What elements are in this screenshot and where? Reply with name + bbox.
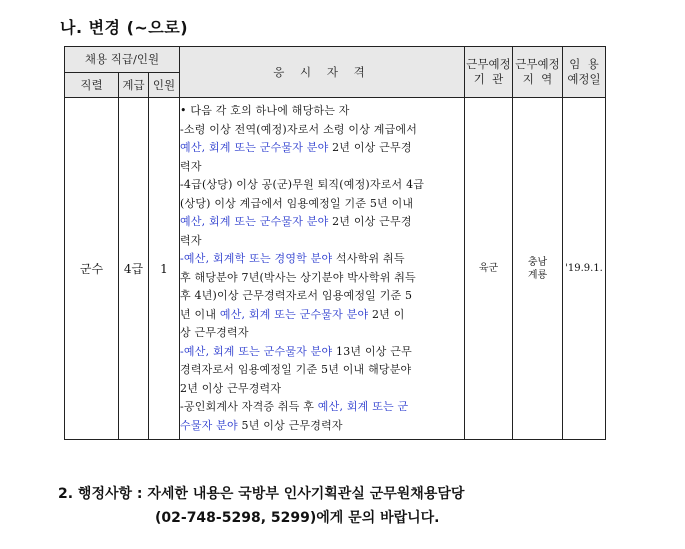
- recruitment-table: [64, 46, 606, 440]
- qual-text: 2년 이상 근무경: [328, 141, 412, 154]
- cell-position: 군수: [65, 98, 119, 440]
- qual-field-highlight: 예산, 회계학 또는 경영학 분야: [183, 252, 333, 265]
- header-appoint: [563, 47, 606, 98]
- qual-item3-line1: [180, 250, 464, 269]
- admin-notice: [58, 482, 618, 530]
- header-qualification: 응 시 자 격: [180, 47, 465, 98]
- header-row-1: [65, 47, 606, 73]
- cell-appoint-date: '19.9.1.: [563, 98, 606, 440]
- qual-text: -공인회계사 자격증 취득 후: [180, 400, 318, 413]
- qual-field-highlight: 예산, 회계 또는 군수물자 분야: [180, 141, 329, 154]
- qual-intro: • 다음 각 호의 하나에 해당하는 자: [180, 104, 350, 117]
- qual-item3-line5: 상 근무경력자: [180, 326, 249, 339]
- qual-field-highlight: 예산, 회계 또는 군수물자 분야: [183, 344, 333, 358]
- table-row: [65, 98, 606, 440]
- qual-dash: -: [180, 252, 184, 265]
- qual-item4-line2: 경력자로서 임용예정일 기준 5년 이내 해당분야: [180, 363, 412, 376]
- header-region-line2: 지 역: [522, 72, 553, 86]
- cell-grade: 4급: [119, 98, 149, 440]
- qual-item3-line4: [180, 306, 464, 325]
- header-count: 인원: [149, 73, 180, 98]
- qual-item4-line1: [180, 343, 464, 362]
- qual-item2-line2: (상당) 이상 계급에서 임용예정일 기준 5년 이내: [180, 196, 414, 210]
- header-appoint-line2: 예정일: [567, 72, 601, 86]
- qual-field-highlight: 수물자 분야: [180, 418, 238, 432]
- cell-agency: 육군: [465, 98, 513, 440]
- qual-field-highlight: 예산, 회계 또는 군수물자 분야: [180, 215, 329, 228]
- qual-item1-line2: [180, 139, 464, 158]
- qual-text: 13년 이상 근무: [332, 344, 412, 358]
- qual-dash: -: [180, 344, 184, 358]
- cell-region-line1: 충남: [527, 256, 548, 268]
- section-title: 나. 변경 (~으로): [60, 18, 189, 37]
- qual-item3-line2: 후 해당분야 7년(박사는 상기분야 박사학위 취득: [180, 270, 416, 284]
- qual-item2-line3: [180, 213, 464, 232]
- header-region-line1: 근무예정: [515, 57, 560, 71]
- cell-region-line2: 계룡: [527, 269, 548, 281]
- qual-item5-line1: [180, 398, 464, 417]
- qual-item5-line2: [180, 417, 464, 436]
- cell-region: [513, 98, 563, 440]
- header-recruit-group: 채용 직급/인원: [65, 47, 180, 73]
- qual-item1-line3: 력자: [180, 159, 202, 173]
- qual-text: 년 이내: [180, 307, 220, 321]
- qual-item4-line3: 2년 이상 근무경력자: [180, 381, 282, 395]
- header-grade: 계급: [119, 73, 149, 98]
- header-position: 직렬: [65, 73, 119, 98]
- qual-item3-line3: 후 4년)이상 근무경력자로서 임용예정일 기준 5: [180, 289, 413, 302]
- qual-text: 2년 이상 근무경: [328, 215, 412, 228]
- cell-qualifications: [180, 98, 465, 440]
- qual-text: 2년 이: [368, 307, 405, 321]
- header-agency: [465, 47, 513, 98]
- header-agency-line2: 기 관: [473, 72, 504, 86]
- header-appoint-line1: 임 용: [569, 57, 599, 71]
- qual-item1-line1: -소령 이상 전역(예정)자로서 소령 이상 계급에서: [180, 122, 418, 136]
- notice-line2: (02-748-5298, 5299)에게 문의 바랍니다.: [155, 510, 440, 526]
- header-agency-line1: 근무예정: [466, 57, 511, 71]
- qual-text: 석사학위 취득: [332, 252, 405, 265]
- qual-field-highlight: 예산, 회계 또는 군: [317, 400, 409, 413]
- qual-item2-line4: 력자: [180, 233, 202, 247]
- qual-item2-line1: -4급(상당) 이상 공(군)무원 퇴직(예정)자로서 4급: [180, 178, 425, 191]
- notice-line1: 2. 행정사항 : 자세한 내용은 국방부 인사기획관실 군무원채용담당: [58, 486, 465, 502]
- qual-text: 5년 이상 근무경력자: [237, 418, 343, 432]
- qual-field-highlight: 예산, 회계 또는 군수물자 분야: [219, 307, 369, 321]
- cell-count: 1: [149, 98, 180, 440]
- header-region: [513, 47, 563, 98]
